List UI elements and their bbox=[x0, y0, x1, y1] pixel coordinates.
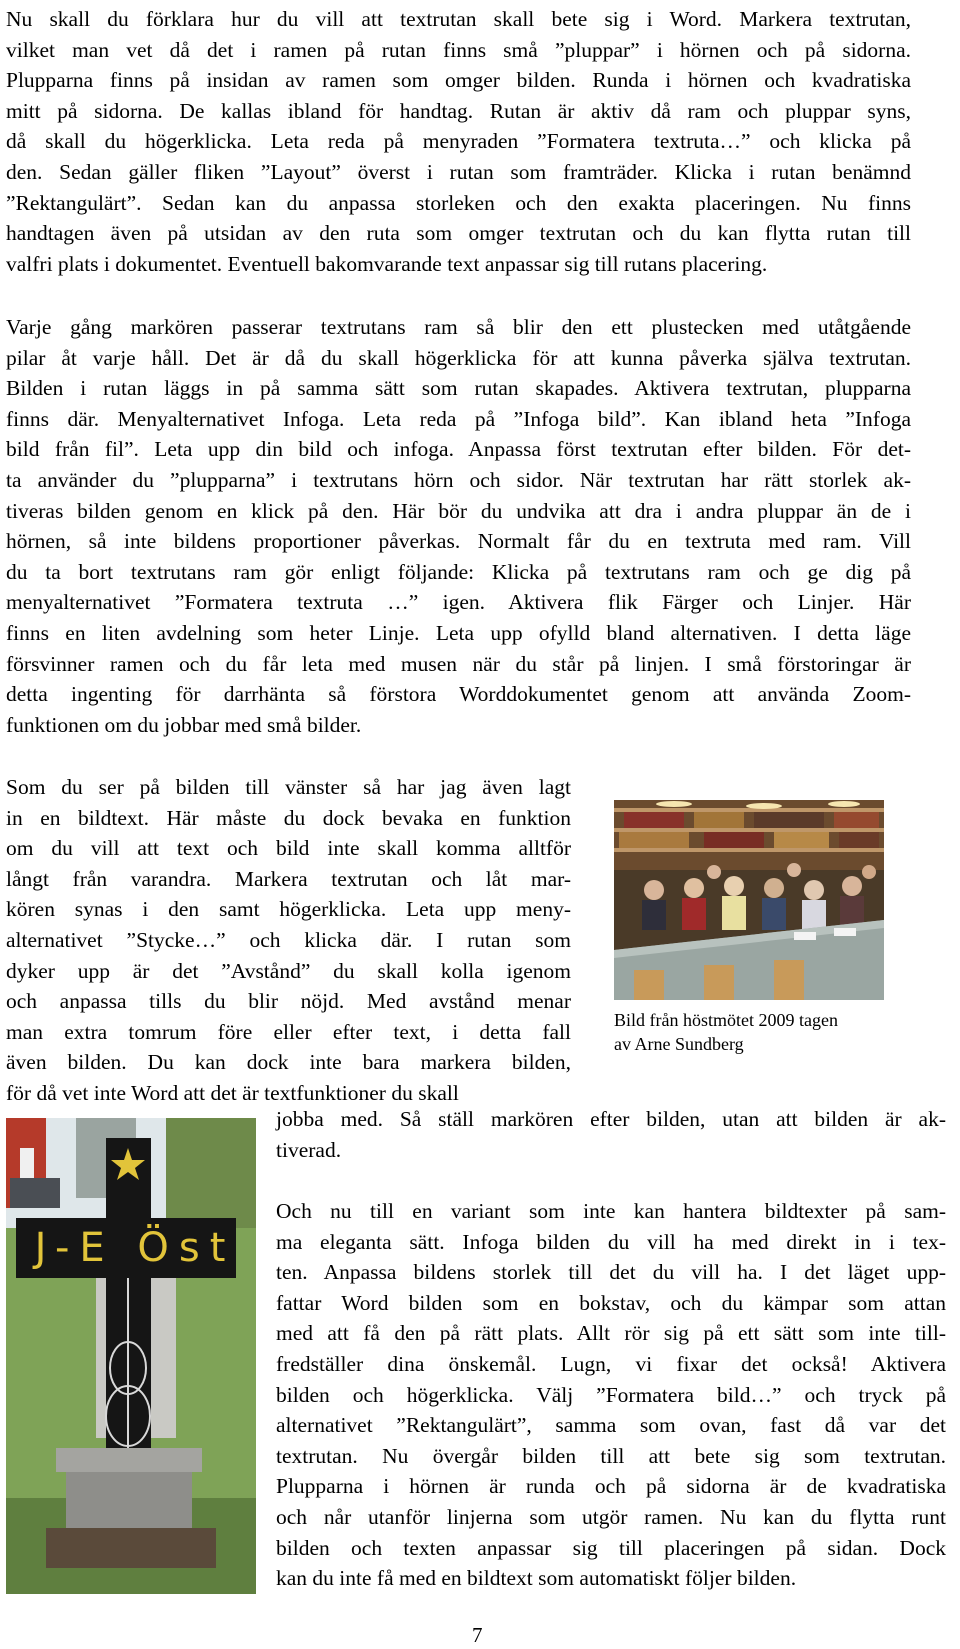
text-line: Och nu till en variant som inte kan hantera bildtexter på sam- bbox=[276, 1199, 946, 1223]
paragraph-continued bbox=[276, 1104, 946, 1165]
text-line: handtagen även på utsidan av den ruta som omger textrutan och du kan flytta rutan till bbox=[6, 221, 911, 246]
cross-inscription: J-E Öst bbox=[34, 1225, 236, 1271]
text-line: med att få den på rätt plats. Allt rör sig på ett sätt som inte till- bbox=[276, 1321, 946, 1346]
text-line: kören synas i den samt högerklicka. Leta upp meny- bbox=[6, 897, 571, 922]
text-line: textrutan. Nu övergår bilden till att bete sig som textrutan. bbox=[276, 1443, 946, 1468]
paragraph-textbox-frame bbox=[6, 312, 911, 740]
text-line: ten. Anpassa bildens storlek till det du vill ha. I det läget upp- bbox=[276, 1260, 946, 1285]
text-line: menyalternativet ”Formatera textruta …” igen. Aktivera flik Färger och Linjer. Här bbox=[6, 590, 911, 615]
text-line: alternativet ”Stycke…” och klicka där. I rutan som bbox=[6, 927, 571, 952]
text-line: ma eleganta sätt. Infoga bilden du vill ha med direkt in i tex- bbox=[276, 1229, 946, 1254]
text-line: och når utanför linjerna som utgör ramen. Nu kan du flytta runt bbox=[276, 1504, 946, 1529]
paragraph-inline-image bbox=[276, 1196, 946, 1594]
text-line: bild från fil”. Leta upp din bild och infoga. Anpassa först textrutan efter bilden. För det- bbox=[6, 437, 911, 462]
text-line: detta ingenting för darrhänta så förstora Worddokumentet genom att använda Zoom- bbox=[6, 682, 911, 707]
text-line: ”Rektangulärt”. Sedan kan du anpassa storleken och den exakta placeringen. Nu finns bbox=[6, 190, 911, 215]
paragraph-caption-spacing bbox=[6, 772, 571, 1109]
text-line: fattar Word bilden som en bokstav, och du kämpar som attan bbox=[276, 1290, 946, 1315]
grave-cross-photo bbox=[6, 1118, 256, 1594]
text-line: tiverad. bbox=[276, 1137, 342, 1162]
text-line: även bilden. Du kan dock inte bara markera bilden, bbox=[6, 1050, 571, 1075]
text-line: långt från varandra. Markera textrutan och låt mar- bbox=[6, 866, 571, 891]
text-line: tiveras bilden genom en klick på den. Här bör du undvika att dra i andra pluppar än de i bbox=[6, 498, 911, 523]
page-number: 7 bbox=[472, 1623, 483, 1647]
text-line: in en bildtext. Här måste du dock bevaka en funktion bbox=[6, 805, 571, 830]
text-line: alternativet ”Rektangulärt”, samma som ovan, fast då var det bbox=[276, 1413, 946, 1438]
text-line: dyker upp är det ”Avstånd” du skall kolla igenom bbox=[6, 958, 571, 983]
text-line: kan du inte få med en bildtext som automatiskt följer bilden. bbox=[276, 1566, 797, 1591]
text-line: då skall du högerklicka. Leta reda på menyraden ”Formatera textruta…” och klicka på bbox=[6, 129, 911, 154]
photo-caption bbox=[614, 1008, 914, 1056]
text-line: jobba med. Så ställ markören efter bilden, utan att bilden är ak- bbox=[276, 1107, 946, 1131]
text-line: Plupparna i hörnen är runda och på sidorna är de kvadratiska bbox=[276, 1474, 946, 1499]
text-line: försvinner ramen och du får leta med musen när du står på linjen. I små förstoringar är bbox=[6, 651, 911, 676]
text-line: mitt på sidorna. De kallas ibland för handtag. Rutan är aktiv då ram och pluppar syns, bbox=[6, 98, 911, 123]
text-line: valfri plats i dokumentet. Eventuell bakomvarande text anpassar sig till rutans placering. bbox=[6, 251, 768, 276]
text-line: om du vill att text och bild inte skall komma alltför bbox=[6, 836, 571, 861]
meeting-photo bbox=[614, 800, 884, 1000]
text-line: funktionen om du jobbar med små bilder. bbox=[6, 712, 362, 737]
text-line: man extra tomrum före eller efter text, i detta fall bbox=[6, 1019, 571, 1044]
text-line: Varje gång markören passerar textrutans ram så blir den ett plustecken med utåtgående bbox=[6, 315, 911, 339]
caption-line: av Arne Sundberg bbox=[614, 1034, 744, 1054]
text-line: finns en liten avdelning som heter Linje. Leta upp ofylld bland alternativen. I detta läge bbox=[6, 620, 911, 645]
text-line: fredställer dina önskemål. Lugn, vi fixar det också! Aktivera bbox=[276, 1351, 946, 1376]
paragraph-textbox-layout bbox=[6, 4, 911, 279]
text-line: för då vet inte Word att det är textfunktioner du skall bbox=[6, 1080, 459, 1105]
caption-line: Bild från höstmötet 2009 tagen bbox=[614, 1010, 838, 1030]
text-line: ta använder du ”plupparna” i textrutans hörn och sidor. När textrutan har rätt storlek ak- bbox=[6, 467, 911, 492]
text-line: vilket man vet då det i ramen på rutan finns små ”pluppar” i hörnen och på sidorna. bbox=[6, 37, 911, 62]
text-line: Plupparna finns på insidan av ramen som omger bilden. Runda i hörnen och kvadratiska bbox=[6, 68, 911, 93]
text-line: den. Sedan gäller fliken ”Layout” överst i rutan som framträder. Klicka i rutan benämnd bbox=[6, 159, 911, 184]
text-line: Som du ser på bilden till vänster så har jag även lagt bbox=[6, 775, 571, 799]
text-line: bilden och högerklicka. Välj ”Formatera bild…” och tryck på bbox=[276, 1382, 946, 1407]
text-line: hörnen, så inte bildens proportioner påverkas. Normalt får du en textruta med ram. Vill bbox=[6, 529, 911, 554]
text-line: pilar åt varje håll. Det är då du skall högerklicka för att kunna påverka själva textrutan. bbox=[6, 345, 911, 370]
text-line: Nu skall du förklara hur du vill att textrutan skall bete sig i Word. Markera textrutan, bbox=[6, 7, 911, 31]
text-line: och anpassa tills du blir nöjd. Med avstånd menar bbox=[6, 989, 571, 1014]
text-line: Bilden i rutan läggs in på samma sätt som rutan skapades. Aktivera textrutan, plupparna bbox=[6, 376, 911, 401]
text-line: du ta bort textrutans ram gör enligt följande: Klicka på textrutans ram och ge dig på bbox=[6, 559, 911, 584]
text-line: finns där. Menyalternativet Infoga. Leta reda på ”Infoga bild”. Kan ibland heta ”Infoga bbox=[6, 406, 911, 431]
text-line: bilden och texten anpassar sig till placeringen på sidan. Dock bbox=[276, 1535, 946, 1560]
